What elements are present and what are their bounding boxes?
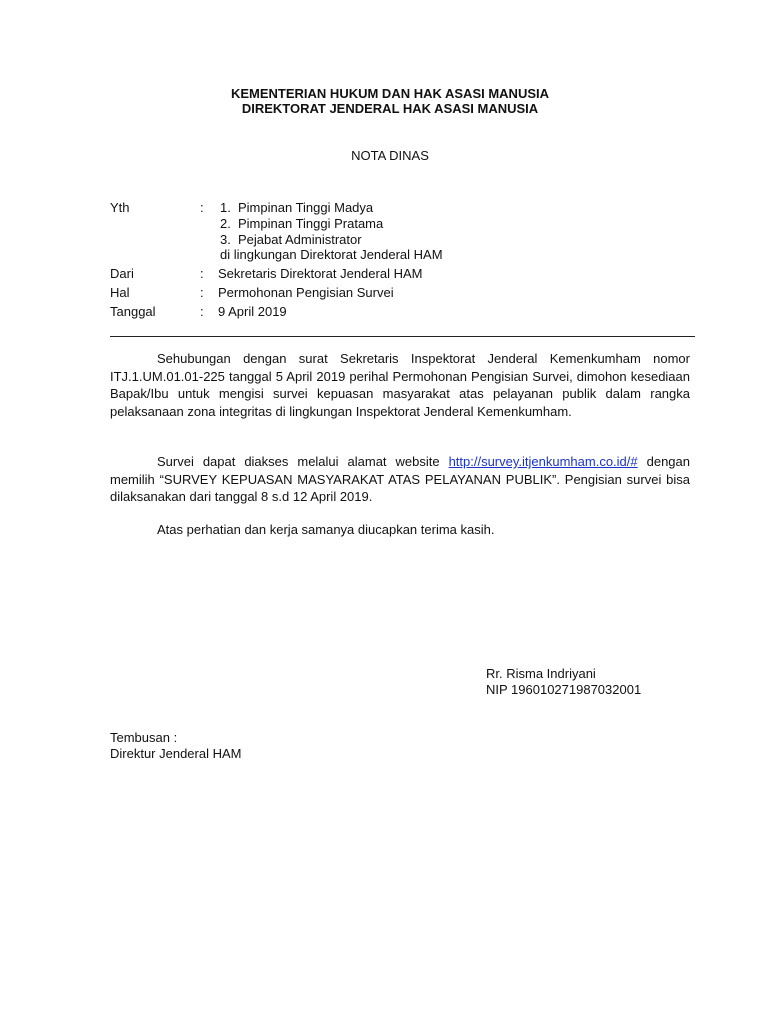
hal-colon: :: [200, 285, 204, 300]
recipient-number: 1.: [220, 200, 231, 215]
dari-value: Sekretaris Direktorat Jenderal HAM: [218, 266, 423, 281]
hal-label: Hal: [110, 285, 130, 300]
signer-nip: NIP 196010271987032001: [486, 682, 642, 697]
recipient-name: Pimpinan Tinggi Madya: [238, 200, 374, 215]
letterhead: [0, 86, 768, 116]
signer-name: Rr. Risma Indriyani: [486, 666, 596, 681]
tanggal-label: Tanggal: [110, 304, 156, 319]
yth-colon: :: [200, 200, 204, 215]
dari-label: Dari: [110, 266, 134, 281]
recipient-name: Pejabat Administrator: [238, 232, 362, 247]
carbon-copy-block: [110, 730, 242, 762]
cc-label: Tembusan :: [110, 730, 178, 745]
paragraph-2-rest: dengan memilih “SURVEY KEPUASAN MASYARAKAT ATAS PELAYANAN PUBLIK”. Pengisian survei bisa dilaksanakan dari tanggal 8 s.d 12 April 2019.: [110, 454, 690, 504]
recipient-number: 2.: [220, 216, 231, 231]
ministry-title: KEMENTERIAN HUKUM DAN HAK ASASI MANUSIA: [230, 86, 550, 101]
recipient-item: [220, 200, 383, 216]
recipient-item: [220, 232, 383, 248]
recipients-note: di lingkungan Direktorat Jenderal HAM: [220, 247, 443, 262]
recipient-number: 3.: [220, 232, 231, 247]
tanggal-value: 9 April 2019: [218, 304, 287, 319]
tanggal-colon: :: [200, 304, 204, 319]
recipient-name: Pimpinan Tinggi Pratama: [238, 216, 384, 231]
hal-value: Permohonan Pengisian Survei: [218, 285, 394, 300]
survey-link[interactable]: http://survey.itjenkumham.co.id/#: [448, 454, 638, 469]
recipient-list: [220, 200, 383, 248]
body-paragraph-1: Sehubungan dengan surat Sekretaris Inspektorat Jenderal Kemenkumham nomor ITJ.1.UM.01.01-225 tanggal 5 April 2019 perihal Permohonan Pengisian Survei, dimohon kesediaan Bapak/Ibu untuk mengisi survei kepuasan masyarakat atas pelayanan publik dalam rangka pelaksanaan zona integritas di lingkungan Inspektorat Jenderal Kemenkumham.: [110, 351, 690, 419]
cc-recipient: Direktur Jenderal HAM: [110, 746, 242, 761]
header-divider: [110, 336, 695, 337]
body-paragraph-3: Atas perhatian dan kerja samanya diucapkan terima kasih.: [157, 522, 495, 537]
recipient-item: [220, 216, 383, 232]
directorate-title: DIREKTORAT JENDERAL HAK ASASI MANUSIA: [241, 101, 539, 116]
paragraph-2-intro: Survei dapat diakses melalui alamat website: [157, 454, 449, 469]
dari-colon: :: [200, 266, 204, 281]
signature-block: [486, 666, 641, 698]
yth-label: Yth: [110, 200, 130, 215]
body-paragraph-2: [110, 453, 690, 506]
document-type-title: NOTA DINAS: [351, 148, 429, 163]
